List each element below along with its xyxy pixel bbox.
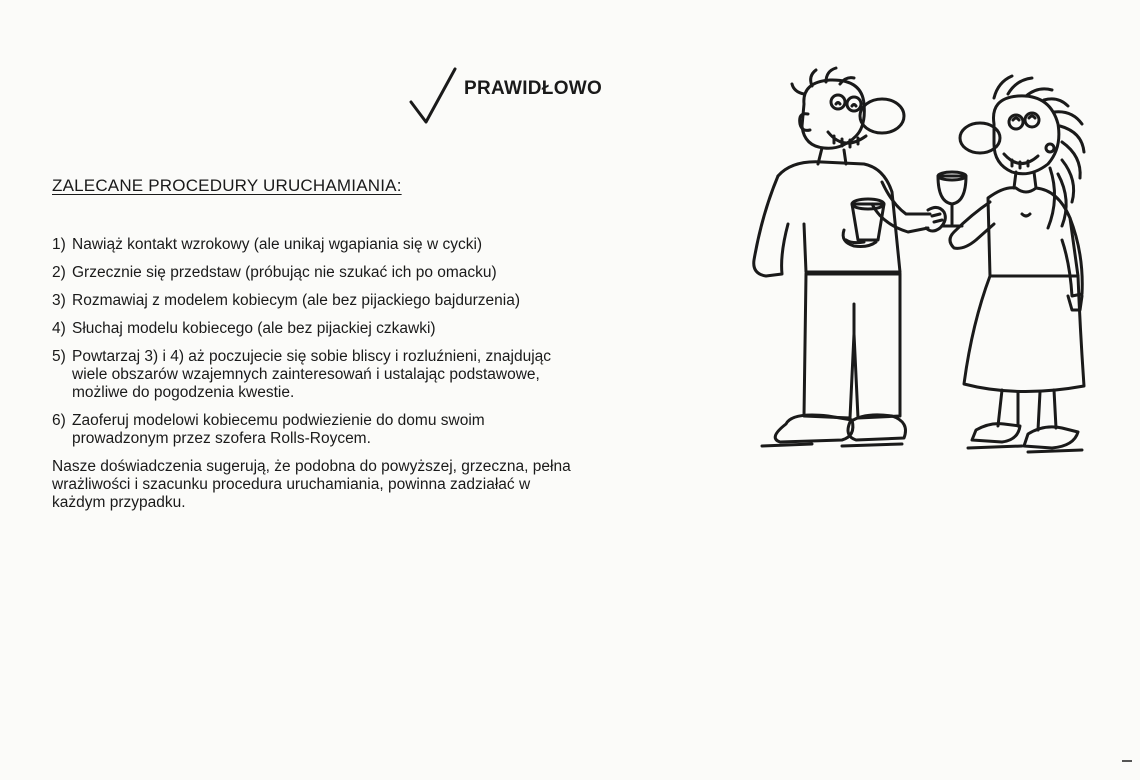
step-text: Słuchaj modelu kobiecego (ale bez pijackiej czkawki) (72, 320, 436, 337)
step-item (52, 348, 572, 402)
step-text: Zaoferuj modelowi kobiecemu podwiezienie do domu swoim prowadzonym przez szofera Rolls-Roycem. (72, 412, 485, 447)
toasting-couple-icon (732, 64, 1122, 464)
page-corner-mark (1122, 760, 1132, 762)
step-number: 2) (52, 264, 66, 281)
step-text: Powtarzaj 3) i 4) aż poczujecie się sobie bliscy i rozluźnieni, znajdując wiele obszarów wzajemnych zainteresowań i ustalając podstawowe, możliwe do pogodzenia kwestie. (72, 348, 552, 401)
step-text: Grzecznie się przedstaw (próbując nie szukać ich po omacku) (72, 264, 497, 281)
verdict-label: PRAWIDŁOWO (464, 78, 603, 99)
step-item (52, 412, 572, 448)
step-number: 5) (52, 348, 66, 365)
step-item (52, 292, 572, 310)
step-item (52, 264, 572, 282)
section-heading: ZALECANE PROCEDURY URUCHAMIANIA: (52, 176, 402, 195)
woman-figure (938, 76, 1084, 452)
text-column (52, 176, 572, 512)
summary-paragraph: Nasze doświadczenia sugerują, że podobna do powyższej, grzeczna, pełna wrażliwości i szacunku procedura uruchamiania, powinna zadziałać w każdym przypadku. (52, 458, 571, 511)
step-item (52, 236, 572, 254)
step-number: 1) (52, 236, 66, 253)
man-figure (754, 68, 946, 446)
check-mark-icon (408, 66, 458, 126)
step-text: Rozmawiaj z modelem kobiecym (ale bez pijackiego bajdurzenia) (72, 292, 520, 309)
step-number: 4) (52, 320, 66, 337)
step-number: 3) (52, 292, 66, 309)
step-text: Nawiąż kontakt wzrokowy (ale unikaj wgapiania się w cycki) (72, 236, 483, 253)
step-list (52, 236, 572, 448)
step-item (52, 320, 572, 338)
step-number: 6) (52, 412, 66, 429)
